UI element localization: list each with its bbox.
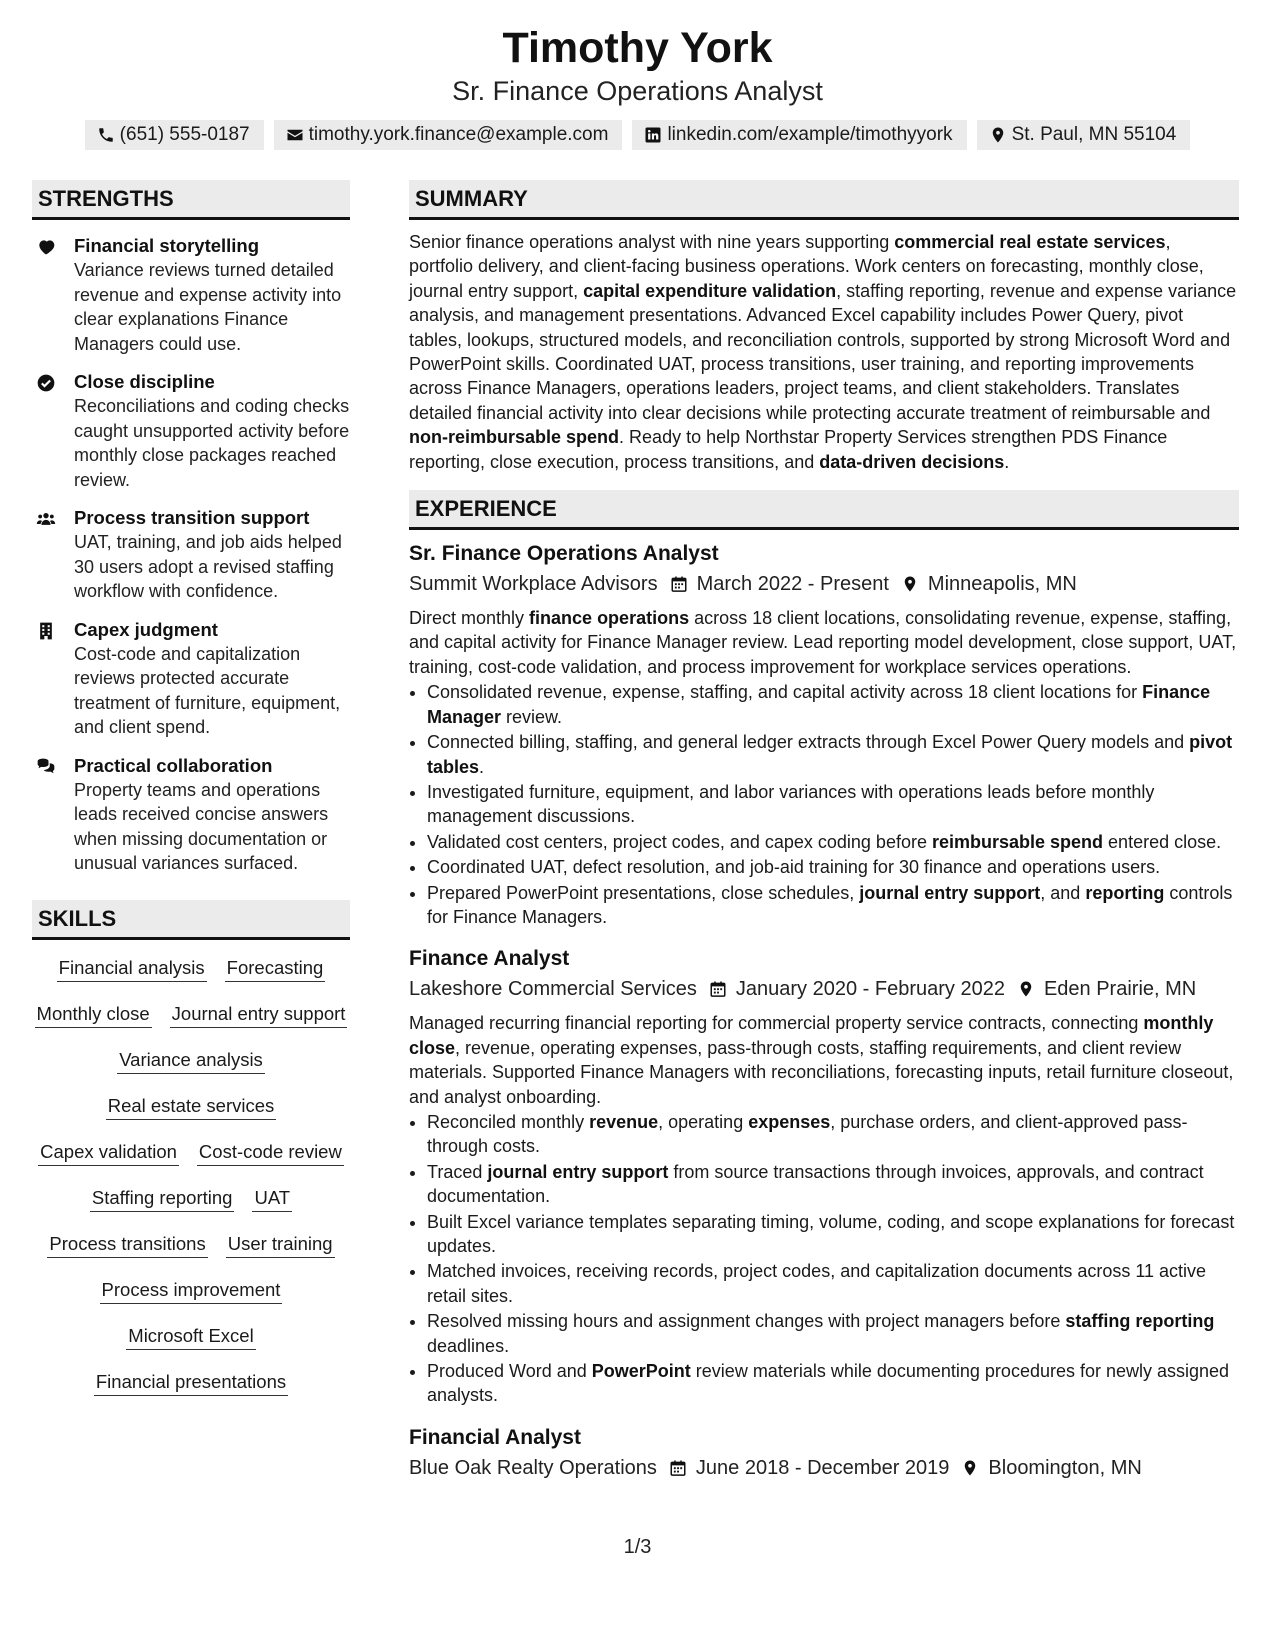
- strength-desc: Cost-code and capitalization reviews protected accurate treatment of furniture, equipment, and client spend.: [74, 643, 341, 737]
- job-description: Direct monthly finance operations across 18 client locations, consolidating revenue, expense, staffing, and capital activity for Finance Manager review. Lead reporting model development, close support, UAT, training, cost-code validation, and process improvement for workplace services operations.: [409, 608, 1237, 677]
- skill-tag: Process improvement: [100, 1278, 283, 1304]
- skill-tag: Real estate services: [106, 1094, 277, 1120]
- skill-tag: Process transitions: [47, 1232, 207, 1258]
- strength-item: [32, 370, 350, 492]
- list-item: • Consolidated revenue, expense, staffing, and capital activity across 18 client locations for Finance Manager review.: [427, 680, 1239, 729]
- experience-heading: EXPERIENCE: [409, 490, 1239, 530]
- list-item: • Investigated furniture, equipment, and labor variances with operations leads before monthly management discussions.: [427, 780, 1239, 829]
- list-item: • Validated cost centers, project codes, and capex coding before reimbursable spend entered close.: [427, 830, 1239, 854]
- contact-email-text: timothy.york.finance@example.com: [308, 124, 609, 145]
- list-item: • Traced journal entry support from source transactions through invoices, approvals, and contract documentation.: [427, 1160, 1239, 1209]
- summary-text: Senior finance operations analyst with nine years supporting commercial real estate services, portfolio delivery, and client-facing business operations. Work centers on forecasting, monthly close, journal entry support, capital expenditure validation, staffing reporting, revenue and expense variance analysis, and management presentations. Advanced Excel capability includes Power Query, pivot tables, lookups, structured models, and reconciliation controls, supported by strong Microsoft Word and PowerPoint skills. Coordinated UAT, process transitions, user training, and reporting improvements across Finance Managers, operations leaders, project teams, and client stakeholders. Translates detailed financial activity into clear decisions while protecting accurate treatment of reimbursable and non-reimbursable spend. Ready to help Northstar Property Services strengthen PDS Finance reporting, close execution, process transitions, and data-driven decisions.: [409, 232, 1237, 472]
- left-column: [32, 180, 350, 1396]
- skill-tag: Cost-code review: [197, 1140, 344, 1166]
- skill-tag: UAT: [252, 1186, 292, 1212]
- skill-tag: Variance analysis: [117, 1048, 265, 1074]
- job-entry: [409, 945, 1239, 1408]
- skill-tag: Monthly close: [35, 1002, 152, 1028]
- skill-tag: User training: [226, 1232, 335, 1258]
- list-item: • Built Excel variance templates separating timing, volume, coding, and scope explanations for forecast updates.: [427, 1210, 1239, 1259]
- strength-desc: Property teams and operations leads received concise answers when missing documentation or unusual variances surfaced.: [74, 779, 329, 873]
- list-item: • Prepared PowerPoint presentations, close schedules, journal entry support, and reporting controls for Finance Managers.: [427, 881, 1239, 930]
- strength-title: Financial storytelling: [74, 235, 260, 256]
- list-item: • Coordinated UAT, defect resolution, and job-aid training for 30 finance and operations users.: [427, 855, 1239, 879]
- contact-bar: [0, 120, 1275, 150]
- job-meta: [409, 975, 1239, 1003]
- calendar-icon: [670, 575, 688, 593]
- envelope-icon: [286, 126, 304, 144]
- strengths-heading: STRENGTHS: [32, 180, 350, 220]
- job-title: Finance Analyst: [409, 947, 570, 971]
- list-item: • Matched invoices, receiving records, project codes, and capitalization documents across 11 active retail sites.: [427, 1259, 1239, 1308]
- strength-desc: UAT, training, and job aids helped 30 users adopt a revised staffing workflow with confidence.: [74, 532, 342, 601]
- skill-tag: Capex validation: [38, 1140, 179, 1166]
- contact-linkedin-text: linkedin.com/example/timothyyork: [667, 124, 953, 145]
- map-pin-icon: [989, 126, 1007, 144]
- map-pin-icon: [961, 1459, 979, 1477]
- job-company: Blue Oak Realty Operations: [409, 1456, 657, 1479]
- job-location: Minneapolis, MN: [927, 573, 1077, 596]
- right-column: [409, 180, 1239, 1482]
- contact-location-text: St. Paul, MN 55104: [1011, 124, 1177, 145]
- skill-tag: Microsoft Excel: [126, 1324, 255, 1350]
- list-item: • Connected billing, staffing, and general ledger extracts through Excel Power Query models and pivot tables.: [427, 730, 1239, 779]
- skill-tag: Staffing reporting: [90, 1186, 235, 1212]
- strength-title: Process transition support: [74, 507, 310, 528]
- job-meta: [409, 570, 1239, 598]
- contact-email[interactable]: [274, 120, 623, 150]
- resume-header: [0, 22, 1275, 150]
- strength-title: Practical collaboration: [74, 754, 273, 776]
- map-pin-icon: [1017, 980, 1035, 998]
- strength-item: [32, 754, 350, 876]
- contact-phone-text: (651) 555-0187: [119, 124, 250, 145]
- job-meta: [409, 1454, 1239, 1482]
- page-number: 1/3: [623, 1536, 652, 1558]
- job-dates: June 2018 - December 2019: [695, 1456, 950, 1479]
- phone-icon: [97, 126, 115, 144]
- calendar-icon: [709, 980, 727, 998]
- strength-desc: Reconciliations and coding checks caught unsupported activity before monthly close packages reached review.: [74, 396, 350, 490]
- check-circle-icon: [36, 373, 56, 393]
- job-entry: [409, 540, 1239, 929]
- users-icon: [36, 509, 56, 529]
- skills-list: [32, 940, 350, 1396]
- skills-heading: SKILLS: [32, 900, 350, 940]
- job-dates: March 2022 - Present: [696, 573, 889, 596]
- contact-phone[interactable]: [85, 120, 264, 150]
- job-bullets: [409, 1110, 1239, 1408]
- strength-item: [32, 234, 350, 356]
- calendar-icon: [669, 1459, 687, 1477]
- skill-tag: Financial presentations: [94, 1370, 288, 1396]
- job-location: Eden Prairie, MN: [1043, 978, 1197, 1001]
- skill-tag: Financial analysis: [57, 956, 207, 982]
- job-entry: [409, 1424, 1239, 1482]
- strength-title: Close discipline: [74, 371, 215, 392]
- heart-icon: [36, 237, 56, 257]
- candidate-role: Sr. Finance Operations Analyst: [452, 76, 823, 106]
- job-company: Summit Workplace Advisors: [409, 573, 658, 596]
- linkedin-icon: [644, 126, 662, 144]
- list-item: • Resolved missing hours and assignment changes with project managers before staffing reporting deadlines.: [427, 1309, 1239, 1358]
- strength-desc: Variance reviews turned detailed revenue and expense activity into clear explanations Finance Managers could use.: [74, 260, 342, 354]
- job-title: Sr. Finance Operations Analyst: [409, 542, 719, 566]
- job-location: Bloomington, MN: [988, 1456, 1142, 1479]
- job-title: Financial Analyst: [409, 1425, 581, 1449]
- job-company: Lakeshore Commercial Services: [409, 978, 697, 1001]
- skill-tag: Forecasting: [225, 956, 326, 982]
- building-icon: [36, 621, 56, 641]
- skill-tag: Journal entry support: [170, 1002, 348, 1028]
- job-description: Managed recurring financial reporting for commercial property service contracts, connecting monthly close, revenue, operating expenses, pass-through costs, staffing requirements, and client review materials. Supported Finance Managers with reconciliations, forecasting inputs, retail furniture closeout, and analyst onboarding.: [409, 1013, 1234, 1107]
- list-item: • Produced Word and PowerPoint review materials while documenting procedures for newly assigned analysts.: [427, 1359, 1239, 1408]
- contact-location: [977, 120, 1191, 150]
- job-dates: January 2020 - February 2022: [735, 978, 1005, 1001]
- summary-heading: SUMMARY: [409, 180, 1239, 220]
- contact-linkedin[interactable]: [632, 120, 966, 150]
- candidate-name: Timothy York: [502, 24, 773, 72]
- job-bullets: [409, 680, 1239, 929]
- strength-item: [32, 506, 350, 604]
- map-pin-icon: [901, 575, 919, 593]
- strength-item: [32, 618, 350, 740]
- comments-icon: [36, 757, 56, 777]
- strength-title: Capex judgment: [74, 618, 218, 640]
- list-item: • Reconciled monthly revenue, operating expenses, purchase orders, and client-approved pass-through costs.: [427, 1110, 1239, 1159]
